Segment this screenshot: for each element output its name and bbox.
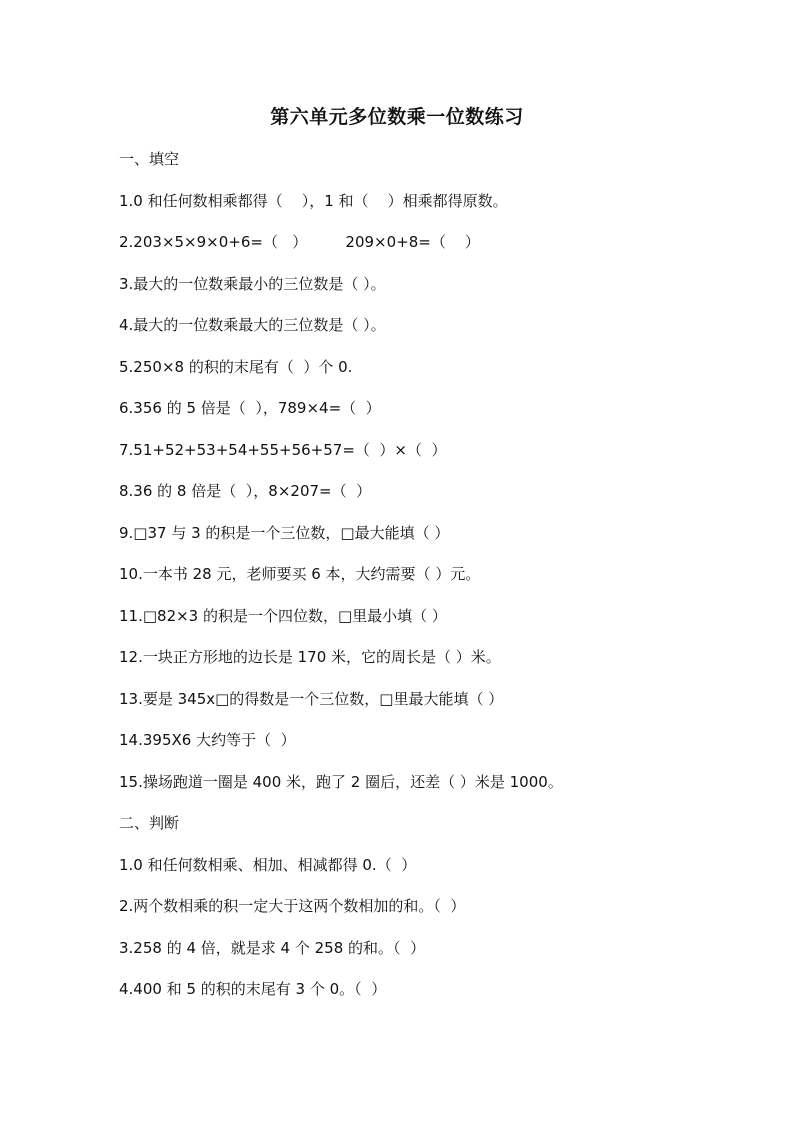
fill-in-question-4: 4.最大的一位数乘最大的三位数是（ ）。 [119, 316, 386, 334]
worksheet-content [119, 146, 759, 1018]
section-heading-fill-in: 一、填空 [119, 150, 180, 168]
fill-in-question-10: 10.一本书 28 元，老师要买 6 本，大约需要（ ）元。 [119, 565, 481, 583]
fill-in-question-13: 13.要是 345x□的得数是一个三位数，□里最大能填（ ） [119, 689, 504, 708]
fill-in-question-11: 11.□82×3 的积是一个四位数，□里最小填（ ） [119, 606, 447, 625]
true-false-question-1: 1.0 和任何数相乘、相加、相减都得 0.（ ） [119, 855, 417, 874]
section-heading-true-false: 二、判断 [119, 814, 180, 832]
fill-in-question-5: 5.250×8 的积的末尾有（ ）个 0. [119, 357, 353, 376]
fill-in-question-12: 12.一块正方形地的边长是 170 米，它的周长是（ ）米。 [119, 648, 501, 666]
true-false-question-3: 3.258 的 4 倍，就是求 4 个 258 的和。（ ） [119, 938, 426, 957]
fill-in-question-9: 9.□37 与 3 的积是一个三位数，□最大能填（ ） [119, 523, 450, 542]
fill-in-question-15: 15.操场跑道一圈是 400 米，跑了 2 圈后，还差（ ）米是 1000。 [119, 772, 563, 791]
fill-in-question-1: 1.0 和任何数相乘都得（ ），1 和（ ）相乘都得原数。 [119, 191, 508, 210]
page-title: 第六单元多位数乘一位数练习 [270, 106, 524, 128]
fill-in-question-3: 3.最大的一位数乘最小的三位数是（ ）。 [119, 274, 386, 293]
fill-in-question-6: 6.356 的 5 倍是（ ），789×4=（ ） [119, 399, 381, 417]
fill-in-question-2: 2.203×5×9×0+6=（ ） 209×0+8=（ ） [119, 233, 480, 251]
fill-in-question-14: 14.395X6 大约等于（ ） [119, 731, 296, 749]
fill-in-question-7: 7.51+52+53+54+55+56+57=（ ）×（ ） [119, 440, 447, 459]
true-false-question-2: 2.两个数相乘的积一定大于这两个数相加的和。（ ） [119, 897, 466, 915]
true-false-question-4: 4.400 和 5 的积的末尾有 3 个 0。（ ） [119, 980, 387, 998]
fill-in-question-8: 8.36 的 8 倍是（ ），8×207=（ ） [119, 482, 372, 500]
